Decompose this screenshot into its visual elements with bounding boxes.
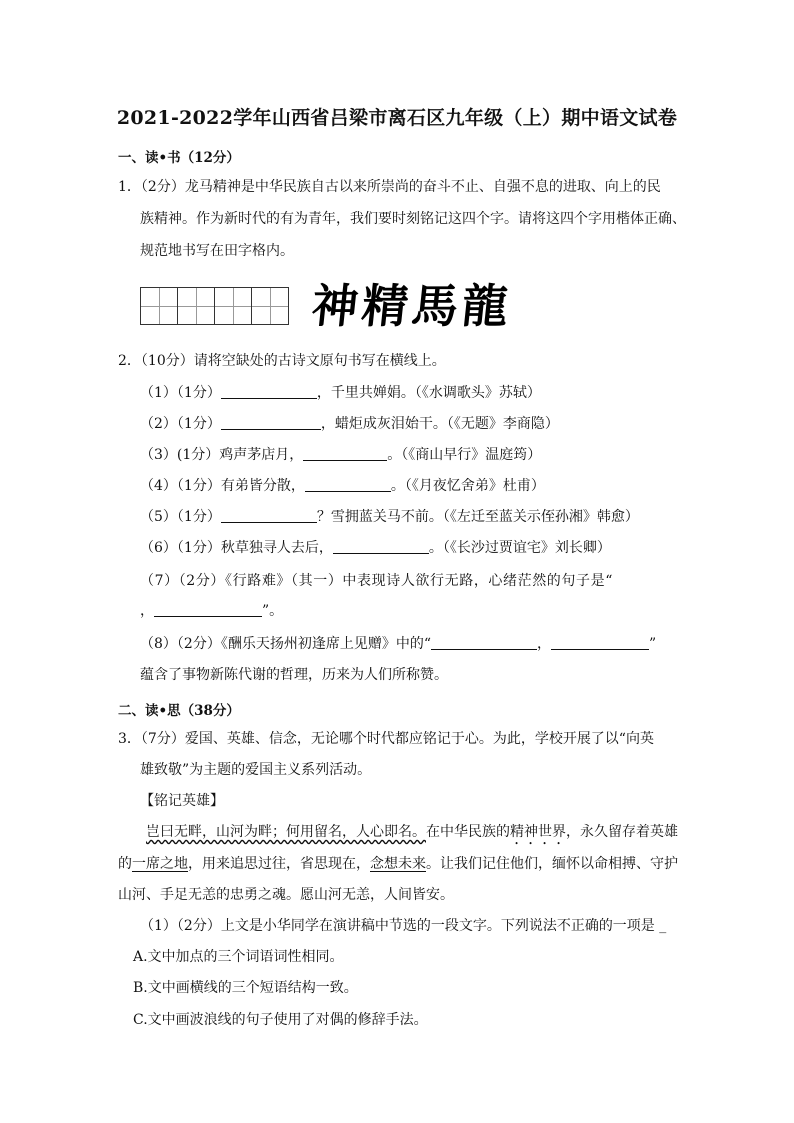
answer-blank[interactable] (305, 477, 391, 492)
passage-line-2: 的一席之地，用来追思过往，省思现在，念想未来。让我们记住他们，缅怀以命相搏、守护 (118, 856, 678, 872)
answer-blank[interactable] (221, 415, 321, 430)
tianzige-cell[interactable] (251, 287, 289, 325)
q3-heading: 【铭记英雄】 (140, 793, 224, 809)
tianzige-cell[interactable] (177, 287, 215, 325)
answer-blank[interactable] (221, 508, 317, 523)
calligraphy-image: 神精馬龍 (309, 279, 515, 333)
underlined-phrase: 一席之地 (132, 856, 188, 872)
tianzige-grid[interactable] (140, 287, 288, 325)
section-heading-1: 一、读•书（12分） (118, 150, 240, 166)
answer-blank[interactable] (154, 602, 262, 617)
option-b[interactable]: B.文中画横线的三个短语结构一致。 (133, 980, 358, 996)
q2-item-8-line-1: （8）（2分）《酬乐天扬州初逢席上见赠》中的“ ， ” (140, 636, 657, 652)
q3-line-2: 雄致敬”为主题的爱国主义系列活动。 (140, 762, 372, 778)
q3-line-1: 3．（7分）爱国、英雄、信念，无论哪个时代都应铭记于心。为此，学校开展了以“向英 (118, 731, 654, 747)
q2-item-5: （5）（1分） ？雪拥蓝关马不前。（《左迁至蓝关示侄孙湘》韩愈） (140, 509, 639, 525)
q2-item-7-line-1: （7）（2分）《行路难》（其一）中表现诗人欲行无路，心绪茫然的句子是“ (140, 573, 613, 589)
q2-item-2: （2）（1分） ，蜡炬成灰泪始干。（《无题》李商隐） (140, 416, 559, 432)
q3-sub-question-1: （1）（2分）上文是小华同学在演讲稿中节选的一段文字。下列说法不正确的一项是 _ (140, 918, 667, 934)
answer-blank[interactable] (551, 635, 649, 650)
q2-stem: 2．（10分）请将空缺处的古诗文原句书写在横线上。 (118, 353, 446, 369)
q1-line-3: 规范地书写在田字格内。 (140, 243, 294, 259)
page-title: 2021-2022学年山西省吕梁市离石区九年级（上）期中语文试卷 (116, 107, 678, 129)
answer-blank[interactable] (303, 446, 387, 461)
answer-blank[interactable] (333, 539, 429, 554)
wavy-underlined-sentence: 岂曰无畔，山河为畔；何用留名，人心即名。 (146, 824, 426, 840)
passage-line-3: 山河、手足无恙的忠勇之魂。愿山河无恙，人间皆安。 (118, 887, 454, 903)
q2-item-8-line-2: 蕴含了事物新陈代谢的哲理，历来为人们所称赞。 (140, 667, 448, 683)
option-a[interactable]: A.文中加点的三个词语词性相同。 (133, 949, 344, 965)
answer-blank[interactable] (431, 635, 537, 650)
tianzige-cell[interactable] (140, 287, 178, 325)
answer-blank[interactable] (221, 384, 317, 399)
tianzige-cell[interactable] (214, 287, 252, 325)
q1-line-2: 族精神。作为新时代的有为青年，我们要时刻铭记这四个字。请将这四个字用楷体正确、 (140, 211, 686, 227)
underlined-phrase: 念想未来 (370, 856, 426, 872)
q2-item-3: （3）(1分）鸡声茅店月， 。（《商山早行》温庭筠） (140, 447, 542, 463)
q2-item-6: （6）（1分）秋草独寻人去后， 。（《长沙过贾谊宅》刘长卿） (140, 540, 611, 556)
section-heading-2: 二、读•思（38分） (118, 703, 240, 719)
q2-item-1: （1）（1分） ，千里共婵娟。（《水调歌头》苏轼） (140, 385, 541, 401)
passage-line-1: 岂曰无畔，山河为畔；何用留名，人心即名。在中华民族的精神世界，永久留存着英雄 (146, 824, 678, 840)
dotted-word: 精神世界 (510, 824, 566, 840)
q2-item-7-line-2: ， ”。 (140, 603, 284, 619)
q2-item-4: （4）（1分）有弟皆分散， 。（《月夜忆舍弟》杜甫） (140, 478, 545, 494)
option-c[interactable]: C.文中画波浪线的句子使用了对偶的修辞手法。 (133, 1012, 428, 1028)
q1-line-1: 1．（2分）龙马精神是中华民族自古以来所崇尚的奋斗不止、自强不息的进取、向上的民 (118, 179, 661, 195)
